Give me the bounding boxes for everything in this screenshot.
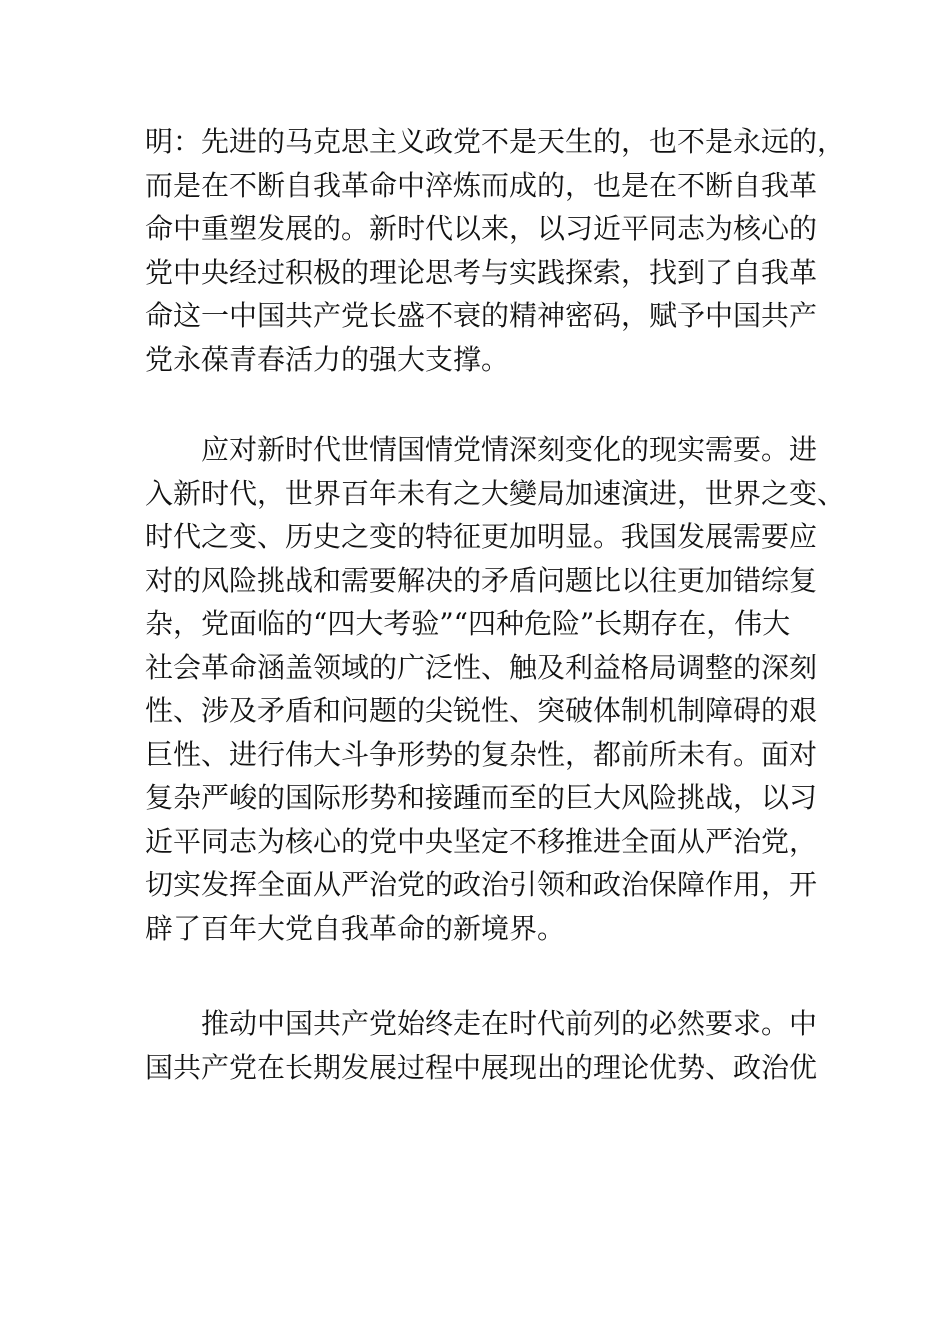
paragraph-line: 近平同志为核心的党中央坚定不移推进全面从严治党， [145, 824, 818, 858]
paragraph-line: 巨性、进行伟大斗争形势的复杂性，都前所未有。面对 [145, 737, 818, 771]
paragraph-line: 性、涉及矛盾和问题的尖锐性、突破体制机制障碍的艰 [145, 694, 818, 727]
paragraph-line: 而是在不断自我革命中淬炼而成的，也是在不断自我革 [145, 168, 818, 202]
paragraph-2 [145, 428, 846, 950]
paragraph-line: 对的风险挑战和需要解决的矛盾问题比以往更加错综复 [145, 563, 818, 597]
paragraph-line: 明：先进的马克思主义政党不是天生的，也不是永远的， [145, 125, 846, 158]
paragraph-line: 杂，党面临的“四大考验”“四种危险”长期存在，伟大 [145, 607, 791, 640]
paragraph-line: 推动中国共产党始终走在时代前列的必然要求。中 [201, 1007, 818, 1040]
paragraph-line: 命这一中国共产党长盛不衰的精神密码，赋予中国共产 [145, 299, 818, 332]
paragraph-line: 党中央经过积极的理论思考与实践探索，找到了自我革 [145, 255, 818, 289]
paragraph-line: 应对新时代世情国情党情深刻变化的现实需要。进 [201, 433, 818, 466]
paragraph-line: 党永葆青春活力的强大支撑。 [145, 342, 510, 376]
paragraph-line: 复杂严峻的国际形势和接踵而至的巨大风险挑战，以习 [145, 781, 818, 814]
paragraph-line: 社会革命涵盖领域的广泛性、触及利益格局调整的深刻 [145, 650, 818, 684]
paragraph-line: 命中重塑发展的。新时代以来，以习近平同志为核心的 [145, 212, 818, 245]
paragraph-line: 切实发挥全面从严治党的政治引领和政治保障作用，开 [145, 868, 818, 901]
paragraph-line: 时代之变、历史之变的特征更加明显。我国发展需要应 [145, 520, 818, 553]
paragraph-line: 辟了百年大党自我革命的新境界。 [145, 911, 566, 945]
paragraph-1 [145, 120, 846, 381]
paragraph-line: 国共产党在长期发展过程中展现出的理论优势、政治优 [145, 1050, 818, 1084]
paragraph-3 [145, 1002, 818, 1089]
paragraph-line: 入新时代，世界百年未有之大變局加速演进，世界之变、 [145, 476, 846, 510]
